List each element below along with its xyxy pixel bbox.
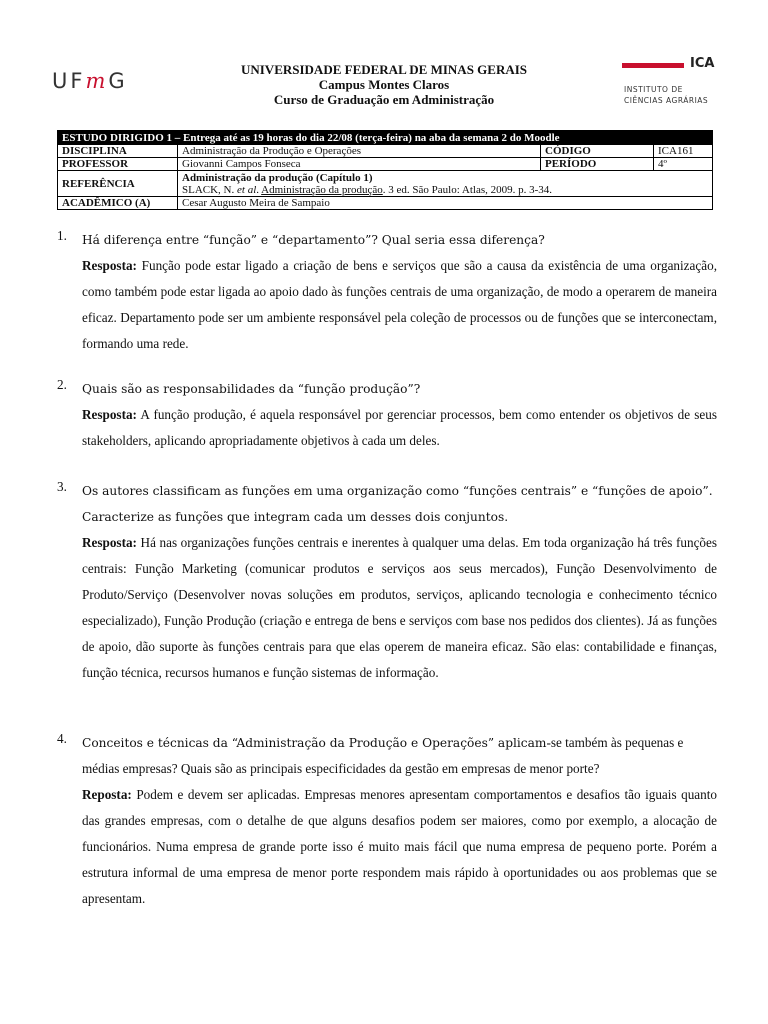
answer-body: Há nas organizações funções centrais e inerentes à qualquer uma delas. Em toda organização há três funções centrais: Função Marketing (comunicar produtos e serviços aos seus mercados), Função Desenvolvimento de Produto/Serviço (Desenvolver novas soluções em produtos, serviços, aplicando tecnologia e conhecimento técnico especializado), Função Produção (criação e entrega de bens e serviços com base nos pedidos dos clientes). Já as funções de apoio, dão suporte às funções centrais para que elas operem de maneira eficaz. São elas: contabilidade e finanças, função técnica, recursos humanos e função sistemas de informação. (82, 535, 717, 680)
document-header (0, 62, 768, 107)
disciplina-label: DISCIPLINA (58, 145, 178, 158)
question-text (82, 730, 717, 782)
answer-text (82, 530, 717, 686)
logo-letter-m: m (85, 69, 109, 93)
question-number: 3. (57, 479, 67, 494)
referencia-title: Administração da produção (Capítulo 1) (182, 171, 373, 184)
periodo-value: 4º (654, 158, 713, 171)
question-item (57, 227, 717, 357)
citation-book: Administração da produção (261, 183, 383, 196)
logo-letter-g: G (108, 69, 128, 93)
assignment-title: ESTUDO DIRIGIDO 1 – Entrega até as 19 horas do dia 22/08 (terça-feira) na aba da semana 2 do Moodle (58, 131, 713, 145)
university-name: UNIVERSIDADE FEDERAL DE MINAS GERAIS (240, 62, 528, 77)
answer-body: A função produção, é aquela responsável por gerenciar processos, bem como entender os objetivos de seus stakeholders, aplicando apropriadamente objetivos à cada um deles. (82, 407, 717, 448)
codigo-value: ICA161 (654, 145, 713, 158)
professor-label: PROFESSOR (58, 158, 178, 171)
answer-label: Reposta: (82, 787, 132, 802)
answer-text (82, 782, 717, 912)
logo-letter-u: U (52, 69, 71, 93)
question-text: Há diferença entre “função” e “departamento”? Qual seria essa diferença? (82, 233, 545, 247)
answer-label: Resposta: (82, 258, 137, 273)
ica-logo-text: ICA (690, 56, 715, 71)
question-item (57, 478, 717, 686)
question-text-part-b: -se também às pequenas e médias empresas? Quais são as principais especificidades da gestão em empresas de menor porte? (82, 735, 684, 776)
logo-letter-f: F (70, 69, 86, 93)
campus-name: Campus Montes Claros (318, 77, 450, 92)
codigo-label: CÓDIGO (541, 145, 654, 158)
question-item (57, 730, 717, 912)
answer-label: Resposta: (82, 407, 137, 422)
citation-etal: et al (237, 183, 257, 196)
assignment-info-table (57, 130, 713, 210)
course-name: Curso de Graduação em Administração (273, 92, 495, 107)
question-number: 4. (57, 731, 67, 746)
periodo-label: PERÍODO (541, 158, 654, 171)
professor-value: Giovanni Campos Fonseca (178, 158, 541, 171)
answer-text (82, 402, 717, 454)
question-text: Quais são as responsabilidades da “função produção”? (82, 382, 421, 396)
ica-logo-line1: INSTITUTO DE (624, 85, 683, 94)
answer-body: Função pode estar ligado a criação de bens e serviços que são a causa da existência de uma organização, como também pode estar ligada ao apoio dado às funções centrais de uma organização, de modo a operarem de maneira eficaz. Departamento pode ser um ambiente responsável pela coleção de processos ou de funções que se interconectam, formando uma rede. (82, 258, 717, 351)
question-number: 1. (57, 228, 67, 243)
question-number: 2. (57, 377, 67, 392)
question-item (57, 376, 717, 454)
disciplina-value: Administração da Produção e Operações (178, 145, 541, 158)
citation-sep: . (256, 183, 262, 196)
academico-label: ACADÊMICO (A) (58, 197, 178, 210)
citation-author: SLACK, N. (182, 183, 238, 196)
answer-body: Podem e devem ser aplicadas. Empresas menores apresentam comportamentos e desafios tão iguais quanto das grandes empresas, com o detalhe de que alguns desafios podem ser maiores, como por exemplo, a alocação de funcionários. Numa empresa de grande porte isso é muito mais fácil que numa empresa de pequeno porte. Porém a estrutura informal de uma empresa de menor porte respondem mais rápido à oportunidades ou aos problemas que se apresentam. (82, 787, 717, 906)
answer-label: Resposta: (82, 535, 137, 550)
question-text-part-a: Conceitos e técnicas da “Administração da Produção e Operações” aplicam (82, 736, 547, 750)
citation-details: . 3 ed. São Paulo: Atlas, 2009. p. 3-34. (382, 183, 553, 196)
referencia-citation (182, 184, 708, 196)
referencia-value (178, 171, 713, 197)
ica-logo-line2: CIÊNCIAS AGRÁRIAS (624, 96, 709, 105)
referencia-label: REFERÊNCIA (58, 171, 178, 197)
academico-value: Cesar Augusto Meira de Sampaio (178, 197, 713, 210)
question-text: Os autores classificam as funções em uma organização como “funções centrais” e “funções de apoio”. Caracterize as funções que integram cada um desses dois conjuntos. (82, 484, 713, 524)
answer-text (82, 253, 717, 357)
